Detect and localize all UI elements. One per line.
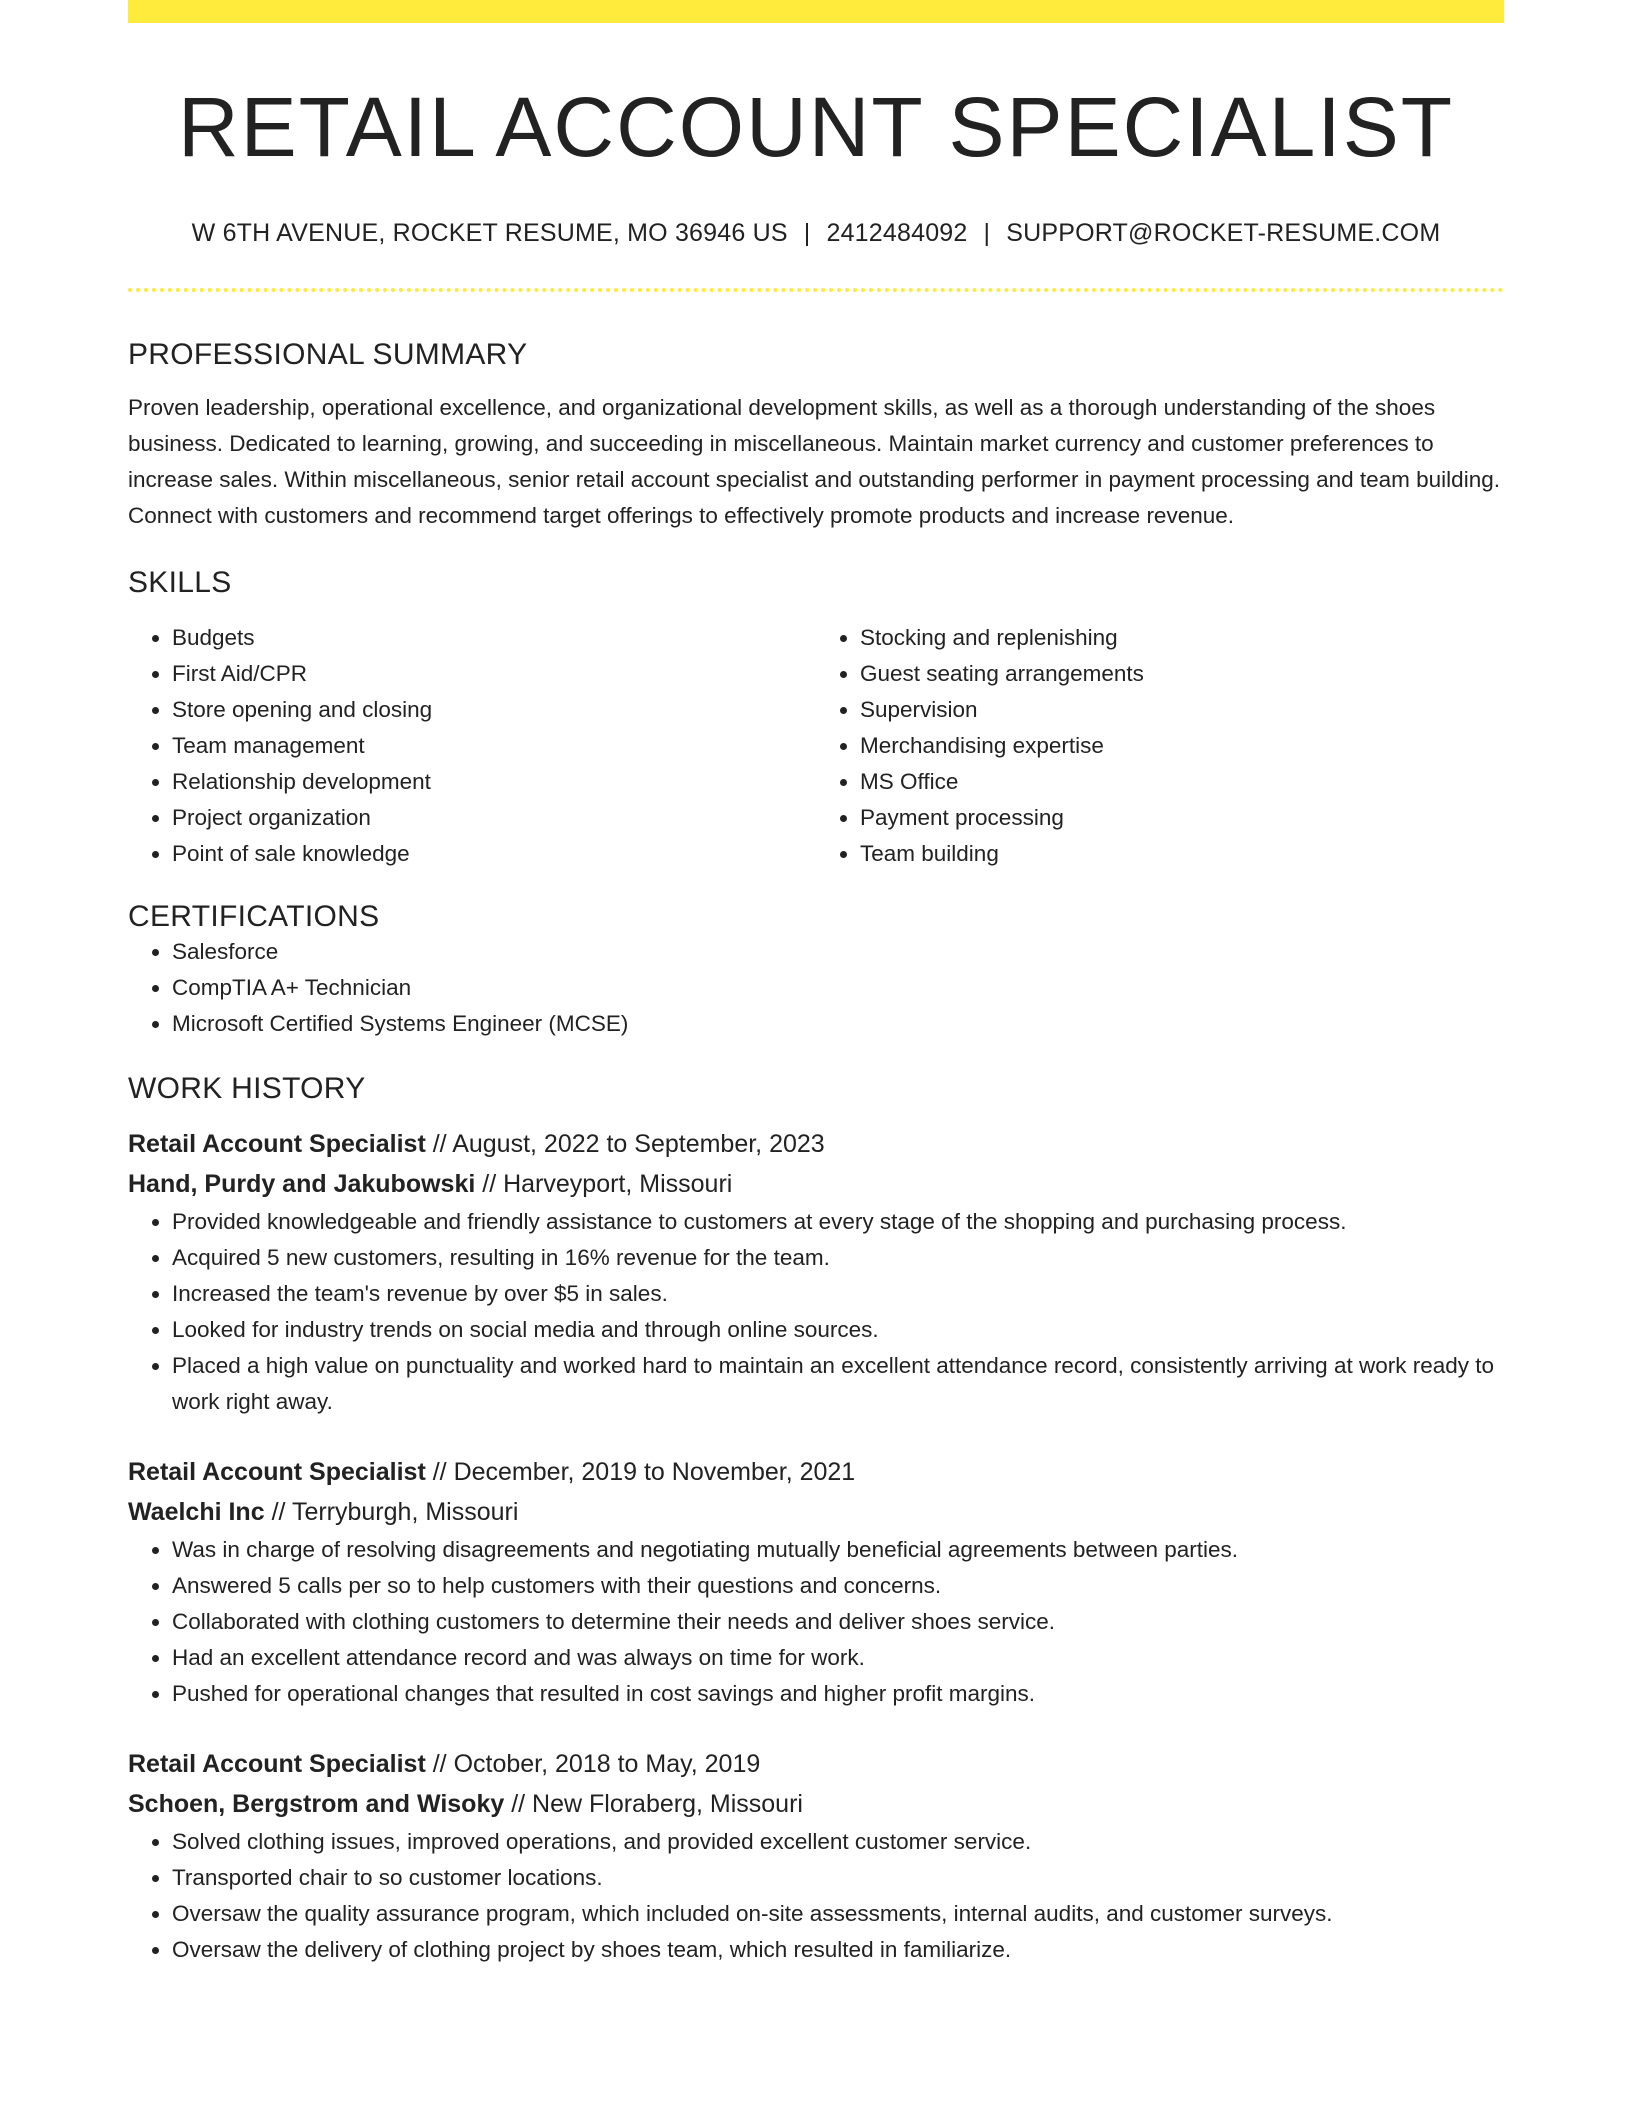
summary-text: Proven leadership, operational excellence, and organizational development skills, as well as a thorough understanding of the shoes business. Dedicated to learning, growing, and succeeding in miscellaneous. Maintain market currency and customer preferences to increase sales. Within miscellaneous, senior retail account specialist and outstanding performer in payment processing and team building. Connect with customers and recommend target offerings to effectively promote products and increase revenue. (128, 395, 1500, 529)
contact-address: W 6TH AVENUE, ROCKET RESUME, MO 36946 US (191, 219, 788, 248)
certification-item: • Microsoft Certified Systems Engineer (MCSE) (172, 1006, 1504, 1042)
job-title-line (128, 1452, 1504, 1492)
contact-email: SUPPORT@ROCKET-RESUME.COM (1006, 219, 1441, 248)
job-bullet: • Collaborated with clothing customers to determine their needs and deliver shoes service. (172, 1604, 1504, 1640)
job-bullet: • Pushed for operational changes that resulted in cost savings and higher profit margins. (172, 1676, 1504, 1712)
skill-item: • Budgets (172, 620, 816, 656)
work-history-heading: WORK HISTORY (128, 1072, 366, 1106)
job-company: Hand, Purdy and Jakubowski (128, 1170, 476, 1199)
job-bullet: • Placed a high value on punctuality and worked hard to maintain an excellent attendance record, consistently arriving at work ready to work right away. (172, 1348, 1504, 1420)
job-bullet: • Looked for industry trends on social media and through online sources. (172, 1312, 1504, 1348)
job-entry (128, 1124, 1504, 1420)
job-entry (128, 1452, 1504, 1712)
skills-list-left (128, 620, 816, 872)
skill-item: • Project organization (172, 800, 816, 836)
job-location: // Terryburgh, Missouri (271, 1498, 519, 1527)
job-bullet: • Was in charge of resolving disagreements and negotiating mutually beneficial agreements between parties. (172, 1532, 1504, 1568)
job-bullets (128, 1532, 1504, 1712)
candidate-name: RETAIL ACCOUNT SPECIALIST (177, 80, 1455, 174)
job-company-line (128, 1784, 1504, 1824)
skill-item: • Stocking and replenishing (860, 620, 1504, 656)
job-dates: // October, 2018 to May, 2019 (432, 1750, 761, 1779)
job-bullet: • Transported chair to so customer locations. (172, 1860, 1504, 1896)
certifications-heading: CERTIFICATIONS (128, 900, 380, 934)
contact-separator: | (803, 219, 811, 248)
skill-item: • Supervision (860, 692, 1504, 728)
resume-page (128, 0, 1504, 1968)
job-company: Waelchi Inc (128, 1498, 265, 1527)
job-bullets (128, 1824, 1504, 1968)
job-role: Retail Account Specialist (128, 1750, 426, 1779)
job-bullet: • Had an excellent attendance record and was always on time for work. (172, 1640, 1504, 1676)
job-dates: // August, 2022 to September, 2023 (432, 1130, 825, 1159)
dotted-divider (128, 288, 1504, 292)
job-title-line (128, 1124, 1504, 1164)
contact-phone: 2412484092 (826, 219, 968, 248)
job-bullet: • Oversaw the delivery of clothing project by shoes team, which resulted in familiarize. (172, 1932, 1504, 1968)
job-bullet: • Answered 5 calls per so to help customers with their questions and concerns. (172, 1568, 1504, 1604)
skill-item: • Store opening and closing (172, 692, 816, 728)
skill-item: • Team management (172, 728, 816, 764)
job-entry (128, 1744, 1504, 1968)
job-bullet: • Provided knowledgeable and friendly assistance to customers at every stage of the shopping and purchasing process. (172, 1204, 1504, 1240)
skill-item: • Merchandising expertise (860, 728, 1504, 764)
skill-item: • Team building (860, 836, 1504, 872)
skills-heading: SKILLS (128, 566, 232, 600)
skills-grid (128, 620, 1504, 872)
job-bullet: • Oversaw the quality assurance program, which included on-site assessments, internal audits, and customer surveys. (172, 1896, 1504, 1932)
skill-item: • Relationship development (172, 764, 816, 800)
job-title-line (128, 1744, 1504, 1784)
job-company-line (128, 1492, 1504, 1532)
job-bullet: • Solved clothing issues, improved operations, and provided excellent customer service. (172, 1824, 1504, 1860)
contact-separator: | (983, 219, 991, 248)
contact-line (128, 219, 1504, 248)
skill-item: • MS Office (860, 764, 1504, 800)
job-location: // New Floraberg, Missouri (511, 1790, 803, 1819)
job-role: Retail Account Specialist (128, 1458, 426, 1487)
job-bullet: • Acquired 5 new customers, resulting in 16% revenue for the team. (172, 1240, 1504, 1276)
certification-item: • Salesforce (172, 934, 1504, 970)
certification-item: • CompTIA A+ Technician (172, 970, 1504, 1006)
skill-item: • First Aid/CPR (172, 656, 816, 692)
job-location: // Harveyport, Missouri (482, 1170, 733, 1199)
certifications-list (128, 934, 1504, 1042)
job-bullet: • Increased the team's revenue by over $5 in sales. (172, 1276, 1504, 1312)
skill-item: • Payment processing (860, 800, 1504, 836)
job-company-line (128, 1164, 1504, 1204)
skill-item: • Guest seating arrangements (860, 656, 1504, 692)
job-company: Schoen, Bergstrom and Wisoky (128, 1790, 505, 1819)
job-role: Retail Account Specialist (128, 1130, 426, 1159)
summary-heading: PROFESSIONAL SUMMARY (128, 338, 528, 372)
job-bullets (128, 1204, 1504, 1420)
top-accent-bar (128, 0, 1504, 23)
skill-item: • Point of sale knowledge (172, 836, 816, 872)
skills-list-right (816, 620, 1504, 872)
job-dates: // December, 2019 to November, 2021 (432, 1458, 856, 1487)
